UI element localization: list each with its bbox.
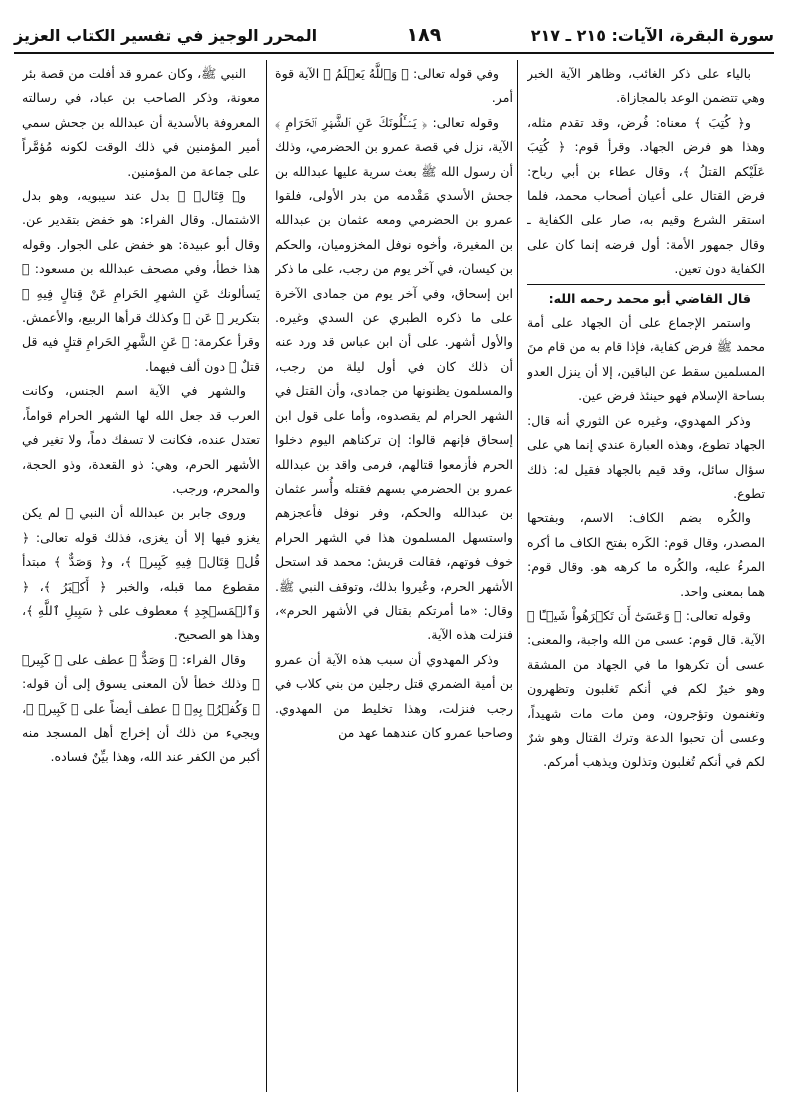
column-divider bbox=[266, 60, 267, 1092]
paragraph: وروى جابر بن عبدالله أن النبي ﷺ لم يكن يغزو فيها إلا أن يغزى، فذلك قوله تعالى: ﴿ قُلۡ قِتَالٞ فِيهِ كَبِيرٞ ﴾، و﴿ وَصَدٌّ ﴾ مبتدأ مقطوع مما قبله، والخبر ﴿ أَكۡبَرُ ﴾، ﴿ وَٱلۡمَسۡجِدِ ﴾ معطوف على ﴿ سَبِيلِ ٱللَّهِ ﴾، وهذا هو الصحيح. bbox=[22, 505, 260, 643]
column-divider bbox=[517, 60, 518, 1092]
text-column-right bbox=[527, 62, 765, 1092]
paragraph: و﴿ كُتِبَ ﴾ معناه: فُرض، وقد تقدم مثله، وهذا هو فرض الجهاد. وقرأ قوم: ﴿ كُتِبَ عَلَيْكم القتلُ ﴾، وقال عطاء بن أبي رباح: فرض القتال على أعيان أصحاب محمد، فلما استقر الشرع وقيم به، صار على الكفاية ـ وقال جمهور الأمة: أول فرضه إنما كان على الكفاية دون تعين. bbox=[527, 111, 765, 285]
paragraph: و﴿ قِتَالٖ ﴾ بدل عند سيبويه، وهو بدل الاشتمال. وقال الفراء: هو خفض بتقدير عن. وقال أبو عبيدة: هو خفض على الجوار. وقوله هذا خطأ، وفي مصحف عبدالله بن مسعود: ﴿ يَسألونك عَنِ الشهرِ الحَرامِ عَنْ قِتالٍ فِيهِ ﴾ بتكرير ﴿ عَن ﴾ وكذلك قرأها الربيع، والأعمش. وقرأ عكرمة: ﴿ عَنِ الشَّهرِ الحَرامِ قتلٍ فيه قل قتلٌ ﴾ دون ألف فيهما. bbox=[22, 188, 260, 374]
text-column-left bbox=[22, 62, 260, 1092]
header-divider bbox=[14, 52, 774, 54]
paragraph: واستمر الإجماع على أن الجهاد على أمة محمد ﷺ فرض كفاية، فإذا قام به من قام منَ المسلمين سقط عن الباقين، إلا أن ينزل العدو بساحة الإسلام فهو حينئذ فرض عين. bbox=[527, 315, 765, 404]
book-title: المحرر الوجيز في تفسير الكتاب العزيز bbox=[14, 25, 318, 45]
text-column-middle bbox=[275, 62, 513, 1092]
paragraph: وذكر المهدوي أن سبب هذه الآية أن عمرو بن أمية الضمري قتل رجلين من بني كلاب في رجب فنزلت، وهذا تخليط من المهدوي. وصاحبا عمرو كان عندهما عهد من bbox=[275, 651, 513, 740]
author-heading: قال القاضي أبو محمد رحمه الله: bbox=[548, 290, 751, 306]
paragraph: والكُره بضم الكاف: الاسم، وبفتحها المصدر، وقال قوم: الكَره بفتح الكاف ما أكره المرءُ عليه، والكُره ما كرهه هو. وقال قوم: هما بمعنى واحد. bbox=[527, 510, 765, 599]
paragraph: وفي قوله تعالى: ﴿ وَٱللَّهُ يَعۡلَمُ ﴾ الآية قوة أمر. bbox=[275, 66, 513, 106]
paragraph: النبي ﷺ، وكان عمرو قد أفلت من قصة بئر معونة، وذكر الصاحب بن عباد، في رسالته المعروفة بالأسدية أن عبدالله بن جحش سمي أمير المؤمنين في ذلك الوقت لكونه مُؤمَّراً على جماعة من المؤمنين. bbox=[22, 66, 260, 179]
surah-range: سورة البقرة، الآيات: ٢١٥ ـ ٢١٧ bbox=[530, 25, 774, 45]
paragraph: وقال الفراء: ﴿ وَصَدٌّ ﴾ عطف على ﴿ كَبِيرٞ ﴾ وذلك خطأ لأن المعنى يسوق إلى أن قوله: ﴿ وَكُفۡرُۢ بِهِۦ ﴾ عطف أيضاً على ﴿ كَبِيرٞ ﴾، ويجيء من ذلك أن إخراج أهل المسجد منه أكبر من الكفر عند الله، وهذا بيِّنٌ فساده. bbox=[22, 651, 260, 765]
page-number: ١٨٩ bbox=[406, 24, 442, 46]
paragraph: وقوله تعالى: ﴿ وَعَسَىٰٓ أَن تَكۡرَهُواْ شَيۡـًٔا ﴾ الآية. قال قوم: عسى من الله واجبة، والمعنى: عسى أن تكرهوا ما في الجهاد من المشقة وهو خيرٌ لكم في أنكم تَغلبون وتظهرون وتغنمون وتؤجرون، ومن مات مات شهيداً، وعسى أن تحبوا الدعة وترك القتال وهو شرٌ لكم في أنكم تُغلبون وتذلون ويذهب أمركم. bbox=[527, 607, 765, 770]
paragraph: والشهر في الآية اسم الجنس، وكانت العرب قد جعل الله لها الشهر الحرام قواماً، تعتدل عنده، فكانت لا تسفك دماً، ولا تغير في الأشهر الحرم، وهي: ذو القعدة، وذو الحجة، والمحرم، ورجب. bbox=[22, 383, 260, 496]
paragraph: وقوله تعالى: ﴿ يَسۡـَٔلُونَكَ عَنِ ٱلشَّهۡرِ ٱلۡحَرَامِ ﴾ الآية، نزل في قصة عمرو بن الحضرمي، وذلك أن رسول الله ﷺ بعث سرية عليها عبدالله بن جحش الأسدي مَقْدمه من بدر الأولى، فلقوا عمرو بن الحضرمي ومعه عثمان بن عبدالله بن المغيرة، وأخوه نوفل المخزوميان، والحكم بن كيسان، في آخر يوم من رجب، على ما ذكر ابن إسحاق، وفي آخر يوم من جمادى الآخرة على ما ذكره الطبري عن السدي وغيره. والأول أشهر. على أن ابن عباس قد ورد عنه أن ذلك كان في أول ليلة من رجب، والمسلمون يظنونها من جمادى، وأن القتل في الشهر الحرام لم يقصدوه، وأما على قول ابن إسحاق فإنهم قالوا: إن تركناهم اليوم دخلوا الحرم فأزمعوا قتالهم، فرمى واقد بن عبدالله عمرو بن الحضرمي بسهم فقتله وأُسر عثمان بن عبدالله والحكم، وفر نوفل فأعجزهم واستسهل المسلمون هذا في الشهر الحرام خوف فوتهم، فقالت قريش: محمد قد استحل الأشهر الحرم، وعُيروا بذلك، وتوقف النبي ﷺ. وقال: «ما أمرتكم بقتال في الأشهر الحرم»، فنزلت هذه الآية. bbox=[275, 114, 513, 643]
page-header bbox=[14, 22, 774, 48]
paragraph: وذكر المهدوي، وغيره عن الثوري أنه قال: الجهاد تطوع، وهذه العبارة عندي إنما هي على سؤال سائل، وقد قيم بالجهاد فقيل له: ذلك تطوع. bbox=[527, 412, 765, 501]
paragraph: بالياء على ذكر الغائب، وظاهر الآية الخبر وهي تتضمن الوعد بالمجازاة. bbox=[527, 66, 765, 106]
